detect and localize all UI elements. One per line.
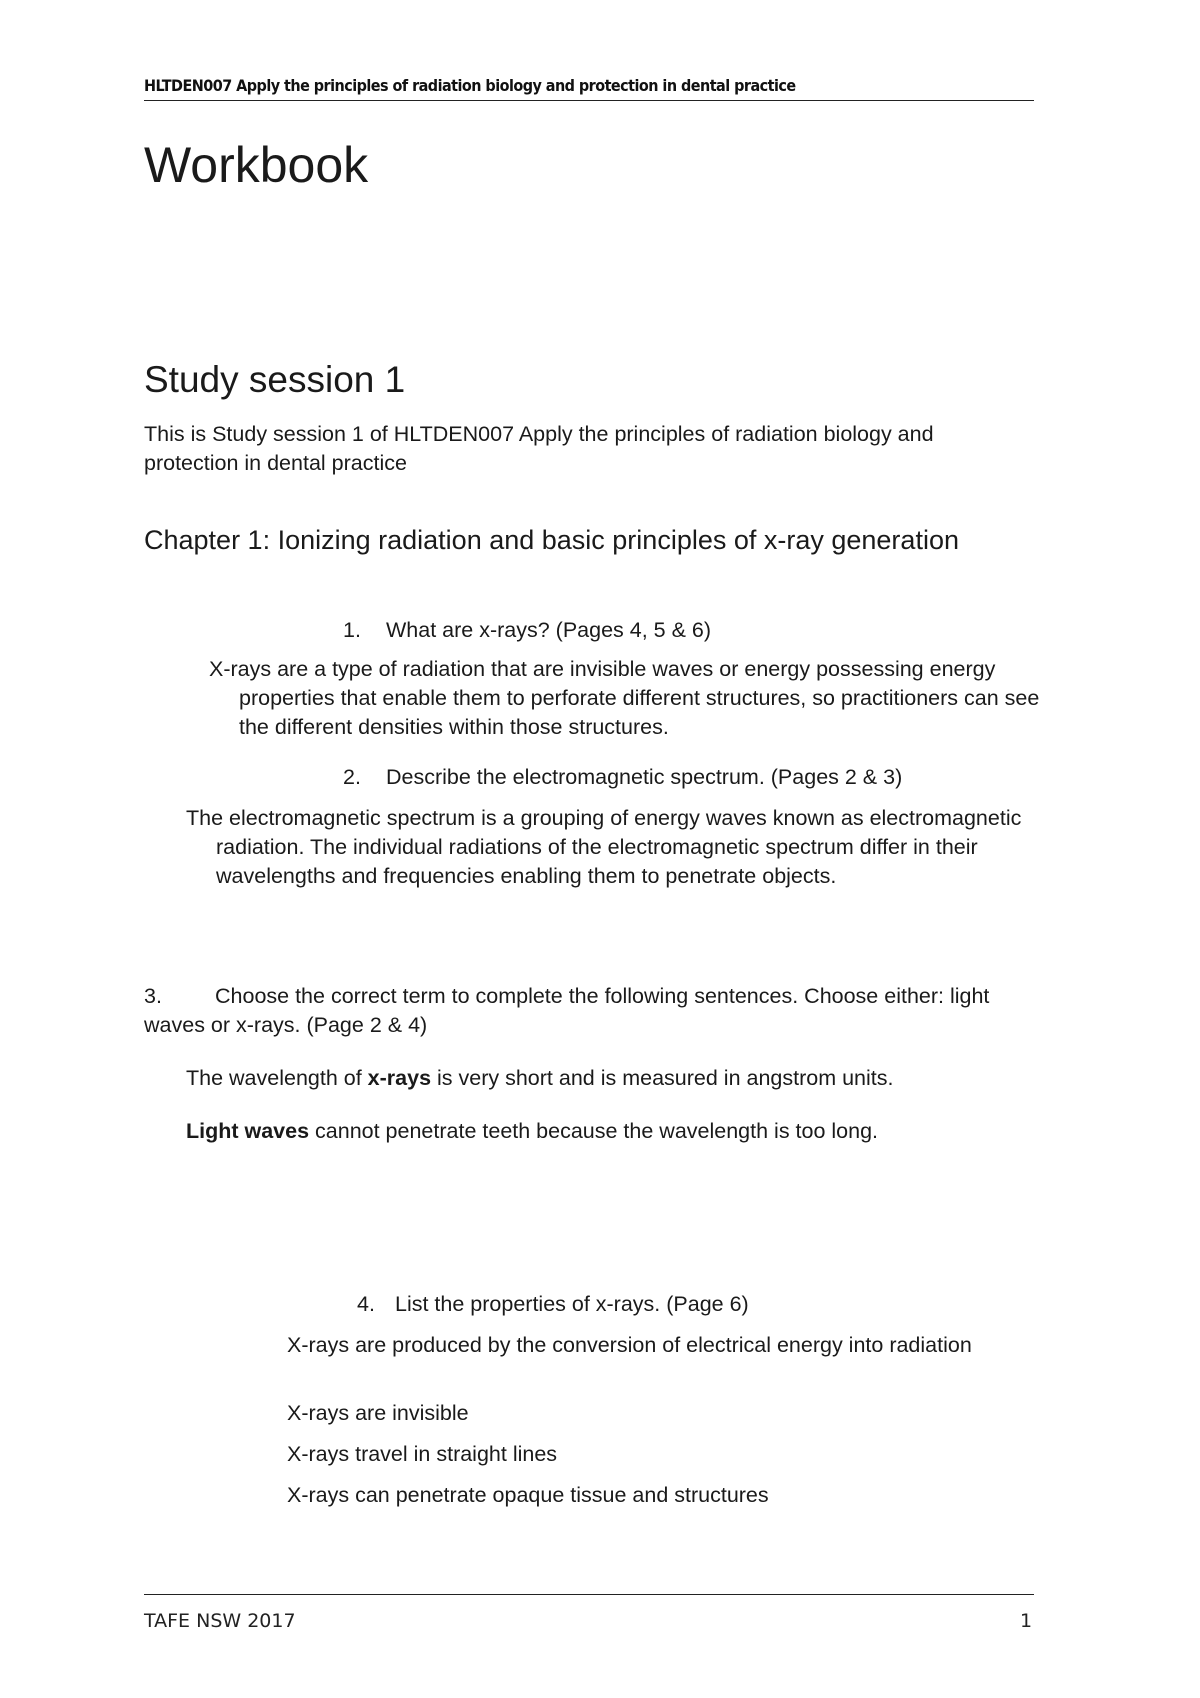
question-1 xyxy=(343,616,711,645)
fill-sentence-1-after: is very short and is measured in angstrom units. xyxy=(431,1066,894,1090)
footer-publisher: TAFE NSW 2017 xyxy=(144,1610,296,1632)
fill-sentence-2 xyxy=(186,1117,878,1146)
question-3-text: Choose the correct term to complete the following sentences. Choose either: light waves or x-rays. (Page 2 & 4) xyxy=(144,984,990,1037)
fill-sentence-1-before: The wavelength of xyxy=(186,1066,368,1090)
question-1-number: 1. xyxy=(343,618,361,642)
fill-sentence-1 xyxy=(186,1064,893,1093)
session-intro: This is Study session 1 of HLTDEN007 Apply the principles of radiation biology and protection in dental practice xyxy=(144,422,934,475)
property-item: X-rays are produced by the conversion of electrical energy into radiation xyxy=(287,1333,972,1357)
question-2-text: Describe the electromagnetic spectrum. (Pages 2 & 3) xyxy=(386,765,903,789)
page-number: 1 xyxy=(1020,1610,1033,1632)
answer-2: The electromagnetic spectrum is a grouping of energy waves known as electromagnetic radiation. The individual radiations of the electromagnetic spectrum differ in their wavelengths and frequencies enabling them to penetrate objects. xyxy=(186,806,1022,888)
question-1-text: What are x-rays? (Pages 4, 5 & 6) xyxy=(386,618,712,642)
question-2-number: 2. xyxy=(343,765,361,789)
running-header-text: HLTDEN007 Apply the principles of radiation biology and protection in dental practice xyxy=(144,76,796,95)
property-item: X-rays can penetrate opaque tissue and structures xyxy=(287,1483,769,1507)
session-title: Study session 1 xyxy=(144,359,406,400)
question-3 xyxy=(144,982,994,1040)
question-4-number: 4. xyxy=(357,1292,375,1316)
question-3-number: 3. xyxy=(144,984,162,1008)
fill-sentence-2-after: cannot penetrate teeth because the wavelength is too long. xyxy=(309,1119,879,1143)
running-header xyxy=(144,76,1034,101)
property-item: X-rays are invisible xyxy=(287,1401,469,1425)
fill-answer-light-waves: Light waves xyxy=(186,1119,310,1143)
property-item: X-rays travel in straight lines xyxy=(287,1442,558,1466)
footer-divider xyxy=(144,1594,1034,1595)
question-2 xyxy=(343,763,902,792)
question-4 xyxy=(357,1290,749,1319)
fill-answer-xrays: x-rays xyxy=(367,1066,432,1090)
chapter-title: Chapter 1: Ionizing radiation and basic principles of x-ray generation xyxy=(144,525,959,555)
question-4-text: List the properties of x-rays. (Page 6) xyxy=(395,1292,749,1316)
workbook-title: Workbook xyxy=(144,137,369,193)
answer-1: X-rays are a type of radiation that are invisible waves or energy possessing energy properties that enable them to perforate different structures, so practitioners can see the different densities within those structures. xyxy=(209,657,1040,739)
